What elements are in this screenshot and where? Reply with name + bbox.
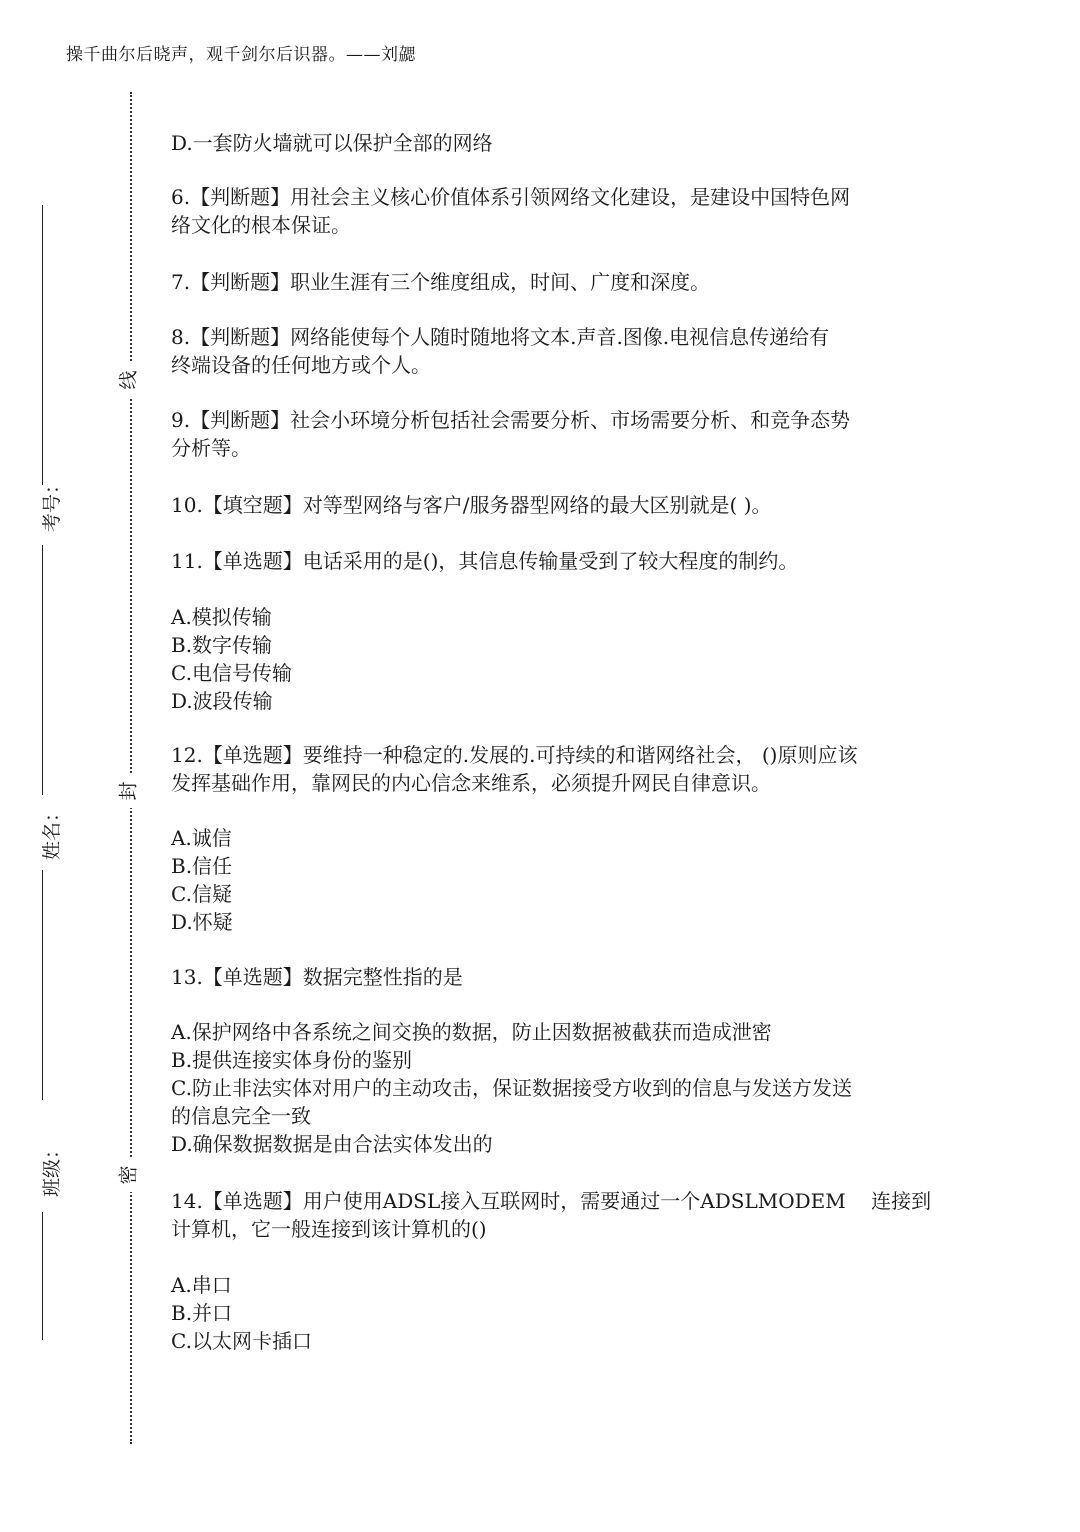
binding-dotted-line <box>130 92 132 1444</box>
name-label: 姓名： <box>22 818 66 845</box>
question-7: 7.【判断题】职业生涯有三个维度组成，时间、广度和深度。 <box>171 270 711 294</box>
question-11: 11.【单选题】电话采用的是()，其信息传输量受到了较大程度的制约。 <box>171 549 799 573</box>
question-14: 14.【单选题】用户使用ADSL接入互联网时，需要通过一个ADSLMODEM 连接到 计算机，它一般连接到该计算机的() <box>171 1189 932 1241</box>
option-a: A.模拟传输 <box>171 605 272 629</box>
option-a: A.串口 <box>171 1273 232 1297</box>
option-d: D.波段传输 <box>171 689 273 713</box>
question-13-options <box>171 1018 931 1158</box>
class-label: 班级： <box>22 1155 66 1182</box>
option-c: C.电信号传输 <box>171 661 292 685</box>
option-b: B.提供连接实体身份的鉴别 <box>171 1048 413 1072</box>
option-d: D.确保数据数据是由合法实体发出的 <box>171 1132 493 1156</box>
class-line <box>42 1212 43 1340</box>
option-c: C.防止非法实体对用户的主动攻击，保证数据接受方收到的信息与发送方发送 <box>171 1076 852 1100</box>
option-b: B.并口 <box>171 1301 233 1325</box>
question-10: 10.【填空题】对等型网络与客户/服务器型网络的最大区别就是( )。 <box>171 493 772 517</box>
exam-number-line-lower <box>42 545 43 795</box>
option-a: A.诚信 <box>171 826 232 850</box>
question-14-options <box>171 1271 931 1355</box>
seal-char-feng: 封 <box>110 774 148 808</box>
question-8: 8.【判断题】网络能使每个人随时随地将文本.声音.图像.电视信息传递给有 终端设备的任何地方或个人。 <box>171 325 830 377</box>
option-d: D.怀疑 <box>171 910 233 934</box>
option-b: B.数字传输 <box>171 633 273 657</box>
exam-number-line <box>42 205 43 485</box>
question-11-options <box>171 603 931 715</box>
question-9: 9.【判断题】社会小环境分析包括社会需要分析、市场需要分析、和竞争态势 分析等。 <box>171 408 851 460</box>
option-b: B.信任 <box>171 854 233 878</box>
question-6: 6.【判断题】用社会主义核心价值体系引领网络文化建设，是建设中国特色网 络文化的根本保证。 <box>171 185 851 237</box>
option-c: C.信疑 <box>171 882 232 906</box>
page-header-quote: 操千曲尔后晓声，观千剑尔后识器。——刘勰 <box>66 45 416 65</box>
option-d-prev: D.一套防火墙就可以保护全部的网络 <box>171 131 493 155</box>
question-12-options <box>171 824 931 936</box>
option-c: C.以太网卡插口 <box>171 1329 312 1353</box>
exam-number-label: 考号： <box>22 490 66 517</box>
option-c-cont: 的信息完全一致 <box>171 1104 311 1128</box>
question-12: 12.【单选题】要维持一种稳定的.发展的.可持续的和谐网络社会， ()原则应该 发挥基础作用，靠网民的内心信念来维系，必须提升网民自律意识。 <box>171 743 858 795</box>
option-a: A.保护网络中各系统之间交换的数据，防止因数据被截获而造成泄密 <box>171 1020 772 1044</box>
seal-char-mi: 密 <box>110 1158 148 1192</box>
name-line-lower <box>42 870 43 1100</box>
seal-char-xian: 线 <box>110 363 148 397</box>
question-13: 13.【单选题】数据完整性指的是 <box>171 965 463 989</box>
